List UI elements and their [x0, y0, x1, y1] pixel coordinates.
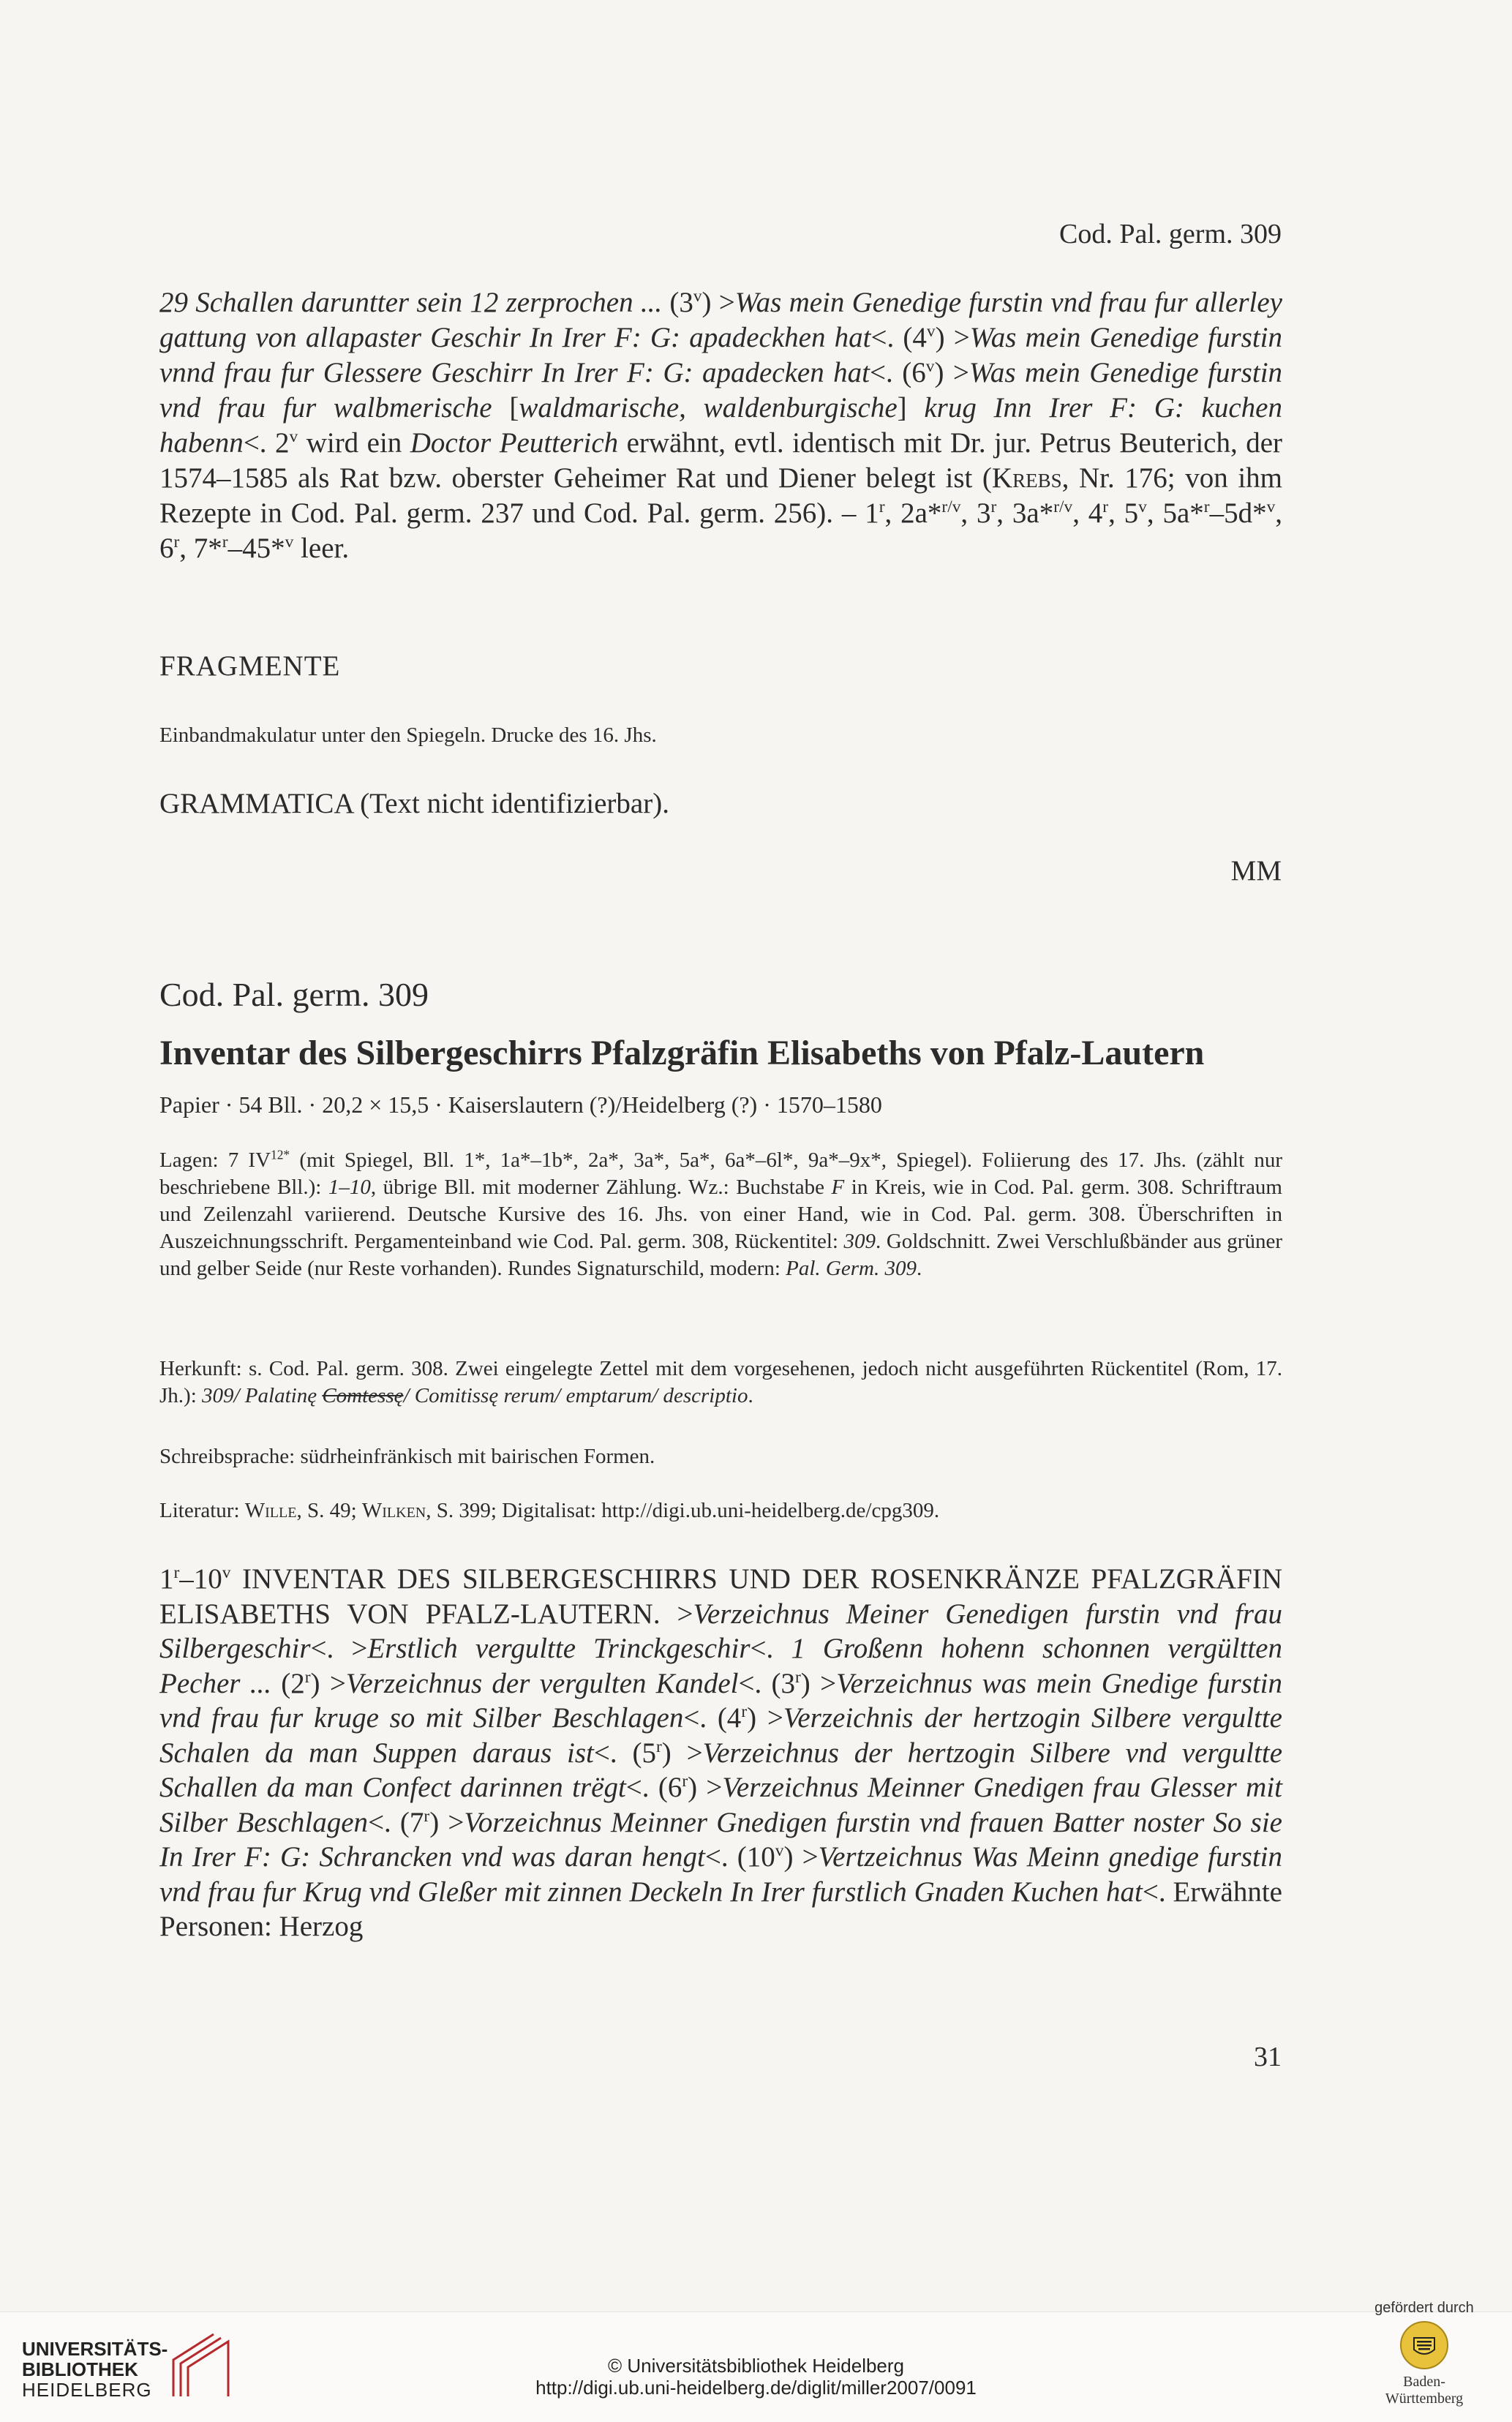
author-signature: MM: [1230, 855, 1282, 887]
struck-text: Comtessę: [322, 1384, 404, 1407]
text-span: Pal. Germ. 309: [786, 1257, 917, 1280]
text-span: ) >: [429, 1806, 464, 1838]
text-span: Vorzeichnus Meinner Gnedigen furstin vnd frauen Batter noster So sie In Irer F: G: Schrancken vnd was daran hengt: [159, 1806, 1282, 1873]
superscript: v: [1138, 497, 1147, 516]
text-span: , 6: [159, 497, 1283, 564]
superscript: v: [222, 1563, 231, 1582]
text-span: waldmarische, waldenburgische: [519, 392, 898, 424]
permalink-url[interactable]: http://digi.ub.uni-heidelberg.de/diglit/miller2007/0091: [535, 2377, 977, 2399]
text-span: Was mein Genedige furstin vnd frau fur allerley gattung von allapaster Geschir In Irer F: G: apadeckhen hat: [159, 287, 1282, 353]
superscript: r/v: [1053, 497, 1073, 516]
text-span: <.: [750, 1633, 791, 1664]
text-span: 29 Schallen daruntter sein 12 zerprochen ...: [159, 287, 663, 318]
text-span: <. (5: [593, 1737, 656, 1769]
text-span: <. >: [310, 1633, 368, 1664]
text-span: ]: [897, 392, 925, 424]
superscript: r: [222, 533, 228, 552]
sponsor-block: [1366, 2300, 1483, 2407]
text-span: , Nr. 176; von ihm Rezepte in Cod. Pal. germ. 237 und Cod. Pal. germ. 256). – 1: [159, 462, 1282, 529]
text-span: Doctor Peutterich: [410, 427, 619, 459]
text-span: Vertzeichnus Was Meinn gnedige furstin vnd frau fur Krug vnd Gleßer mit zinnen Deckeln In Irer furstlich Gnaden Kuchen hat: [159, 1841, 1283, 1908]
text-span: Was mein Genedige furstin vnnd frau fur Glessere Geschirr In Irer F: G: apadecken hat: [159, 322, 1283, 388]
library-name-line: BIBLIOTHEK: [22, 2358, 138, 2380]
text-span: , übrige Bll. mit moderner Zählung. Wz.: Buchstabe: [370, 1176, 832, 1199]
content-paragraph: [159, 1562, 1282, 1944]
text-span: <. (4: [683, 1702, 742, 1734]
text-span: / Comitissę rerum/ emptarum/ descriptio: [403, 1384, 748, 1407]
text-span: in Kreis, wie in Cod. Pal. germ. 308. Schriftraum und Zeilenzahl variierend. Deutsche Kursive des 16. Jhs. von einer Hand, wie in Cod. Pal. germ. 308. Überschriften in Auszeichnungsschrift. Pergamenteinband wie Cod. Pal. germ. 308, Rückentitel:: [159, 1176, 1282, 1253]
superscript: r: [173, 1563, 180, 1582]
superscript: r: [682, 1772, 688, 1791]
superscript: r: [173, 533, 180, 552]
text-span: 309/ Palatinę: [202, 1384, 323, 1407]
text-span: , 5: [1108, 497, 1139, 529]
superscript: v: [285, 533, 294, 552]
lions-icon: [1410, 2331, 1439, 2360]
library-name-line: UNIVERSITÄTS-: [22, 2338, 168, 2360]
sponsor-label: gefördert durch: [1374, 2300, 1474, 2316]
text-span: Verzeichnis der hertzogin Silbere vergultte Schalen da man Suppen daraus ist: [159, 1702, 1282, 1769]
superscript: r: [1102, 497, 1109, 516]
text-span: Wilken: [361, 1499, 426, 1522]
sponsor-name: Baden-Württemberg: [1385, 2374, 1464, 2407]
text-span: 1–10: [328, 1176, 371, 1199]
superscript: v: [693, 287, 702, 306]
text-span: erwähnt, evtl. identisch mit Dr. jur. Petrus Beuterich, der 1574–1585 als Rat bzw. oberster Geheimer Rat und Diener belegt ist (: [159, 427, 1282, 494]
text-span: , S. 399; Digitalisat: http://digi.ub.uni-heidelberg.de/cpg309.: [426, 1499, 940, 1522]
superscript: v: [926, 322, 936, 341]
viewer-footer: [0, 2300, 1512, 2422]
schreibsprache-line: Schreibsprache: südrheinfränkisch mit bairischen Formen.: [159, 1445, 655, 1468]
text-span: ) >: [747, 1702, 783, 1734]
entry-title: Inventar des Silbergeschirrs Pfalzgräfin Elisabeths von Pfalz-Lautern: [159, 1034, 1205, 1072]
text-span: <. (10: [704, 1841, 775, 1873]
running-head: Cod. Pal. germ. 309: [1059, 219, 1282, 249]
text-span: . Goldschnitt. Zwei Verschlußbänder aus grüner und gelber Seide (nur Reste vorhanden). Rundes Signaturschild, modern:: [159, 1230, 1282, 1280]
text-span: Krebs: [991, 462, 1062, 494]
text-span: , 3a*: [996, 497, 1054, 529]
text-span: Literatur:: [159, 1499, 245, 1522]
superscript: v: [1266, 497, 1276, 516]
fragmente-heading: FRAGMENTE: [159, 650, 341, 682]
text-span: Verzeichnus Meinner Gnedigen frau Glesser mit Silber Beschlagen: [159, 1772, 1282, 1838]
text-span: –5d*: [1209, 497, 1267, 529]
superscript: r: [879, 497, 885, 516]
text-span: Verzeichnus der vergulten Kandel: [345, 1667, 739, 1699]
text-span: ) >: [783, 1841, 819, 1873]
entry-shelfmark: Cod. Pal. germ. 309: [159, 976, 429, 1013]
text-span: , 4: [1072, 497, 1103, 529]
text-span: Verzeichnus was mein Gnedige furstin vnd frau fur kruge so mit Silber Beschlagen: [159, 1667, 1283, 1734]
continuation-paragraph: [159, 285, 1282, 566]
text-span: Lagen: 7 IV: [159, 1148, 271, 1172]
superscript: r: [1203, 497, 1210, 516]
superscript: r: [741, 1702, 748, 1721]
text-span: Erstlich vergultte Trinckgeschir: [367, 1633, 751, 1664]
superscript: r: [304, 1667, 311, 1687]
text-span: (2: [271, 1667, 305, 1699]
text-span: INVENTAR DES SILBERGESCHIRRS UND DER ROSENKRÄNZE PFALZGRÄFIN ELISABETHS VON PFALZ-LAUTERN. >: [159, 1563, 1282, 1630]
text-span: <. Erwähnte Personen: Herzog: [159, 1876, 1282, 1942]
text-span: ) >: [800, 1667, 837, 1699]
text-span: –45*: [227, 533, 285, 564]
copyright-block: [0, 2355, 1512, 2399]
copyright-text: © Universitätsbibliothek Heidelberg: [607, 2355, 905, 2377]
text-span: , S. 49;: [296, 1499, 362, 1522]
text-span: ) >: [310, 1667, 346, 1699]
text-span: ) >: [935, 322, 970, 353]
text-span: (mit Spiegel, Bll. 1*, 1a*–1b*, 2a*, 3a*, 5a*, 6a*–6l*, 9a*–9x*, Spiegel). Foliierung des 17. Jhs. (zählt nur beschriebene Bll.):: [159, 1148, 1282, 1199]
superscript: r/v: [941, 497, 961, 516]
text-span: Wille: [244, 1499, 297, 1522]
text-span: Verzeichnus Meiner Genedigen furstin vnd frau Silbergeschir: [159, 1598, 1282, 1664]
text-span: .: [748, 1384, 753, 1407]
text-span: Was mein Genedige furstin vnd frau fur walbmerische: [159, 357, 1283, 424]
text-span: ) >: [934, 357, 969, 388]
text-span: krug Inn Irer F: G: kuchen habenn: [159, 392, 1282, 459]
superscript: r: [655, 1737, 662, 1756]
text-span: ) >: [702, 287, 735, 318]
superscript: r: [424, 1806, 430, 1826]
page-number: 31: [1254, 2042, 1282, 2072]
superscript: r: [795, 1667, 801, 1687]
superscript: v: [775, 1841, 784, 1860]
text-span: <. (6: [870, 357, 926, 388]
text-span: , 2a*: [884, 497, 942, 529]
text-span: .: [916, 1257, 922, 1280]
herkunft-paragraph: [159, 1355, 1282, 1410]
superscript: v: [925, 357, 935, 376]
text-span: ) >: [661, 1737, 703, 1769]
text-span: , 5a*: [1146, 497, 1204, 529]
text-span: 1: [159, 1563, 174, 1595]
text-span: <. (6: [625, 1772, 682, 1803]
text-span: Verzeichnus der hertzogin Silbere vnd vergultte Schallen da man Confect darinnen trëgt: [159, 1737, 1283, 1803]
text-span: ) >: [688, 1772, 723, 1803]
text-span: <. (7: [368, 1806, 424, 1838]
text-span: leer.: [293, 533, 350, 564]
text-span: <. (3: [738, 1667, 795, 1699]
text-span: –10: [179, 1563, 222, 1595]
literatur-line: [159, 1497, 1282, 1524]
grammatica-line: GRAMMATICA (Text nicht identifizierbar).: [159, 788, 669, 819]
library-name-line: HEIDELBERG: [22, 2379, 152, 2401]
entry-meta: Papier · 54 Bll. · 20,2 × 15,5 · Kaiserslautern (?)/Heidelberg (?) · 1570–1580: [159, 1091, 882, 1118]
text-span: , 3: [960, 497, 991, 529]
text-span: (3: [662, 287, 693, 318]
text-span: wird ein: [298, 427, 410, 459]
lagen-paragraph: [159, 1147, 1282, 1282]
text-span: [: [492, 392, 519, 424]
superscript: v: [289, 427, 298, 446]
text-span: <. 2: [243, 427, 290, 459]
superscript: r: [990, 497, 997, 516]
text-span: <. (4: [870, 322, 927, 353]
text-span: Herkunft: s. Cod. Pal. germ. 308. Zwei eingelegte Zettel mit dem vorgesehenen, jedoch nicht ausgeführten Rückentitel (Rom, 17. Jh.):: [159, 1357, 1282, 1407]
fragmente-note: Einbandmakulatur unter den Spiegeln. Drucke des 16. Jhs.: [159, 723, 657, 747]
text-span: , 7*: [179, 533, 222, 564]
text-span: F: [831, 1176, 845, 1199]
superscript: 12*: [271, 1147, 290, 1162]
state-crest-icon: [1400, 2321, 1448, 2369]
text-span: 309: [843, 1230, 876, 1253]
text-span: 1 Großenn hohenn schonnen vergültten Pecher ...: [159, 1633, 1282, 1699]
